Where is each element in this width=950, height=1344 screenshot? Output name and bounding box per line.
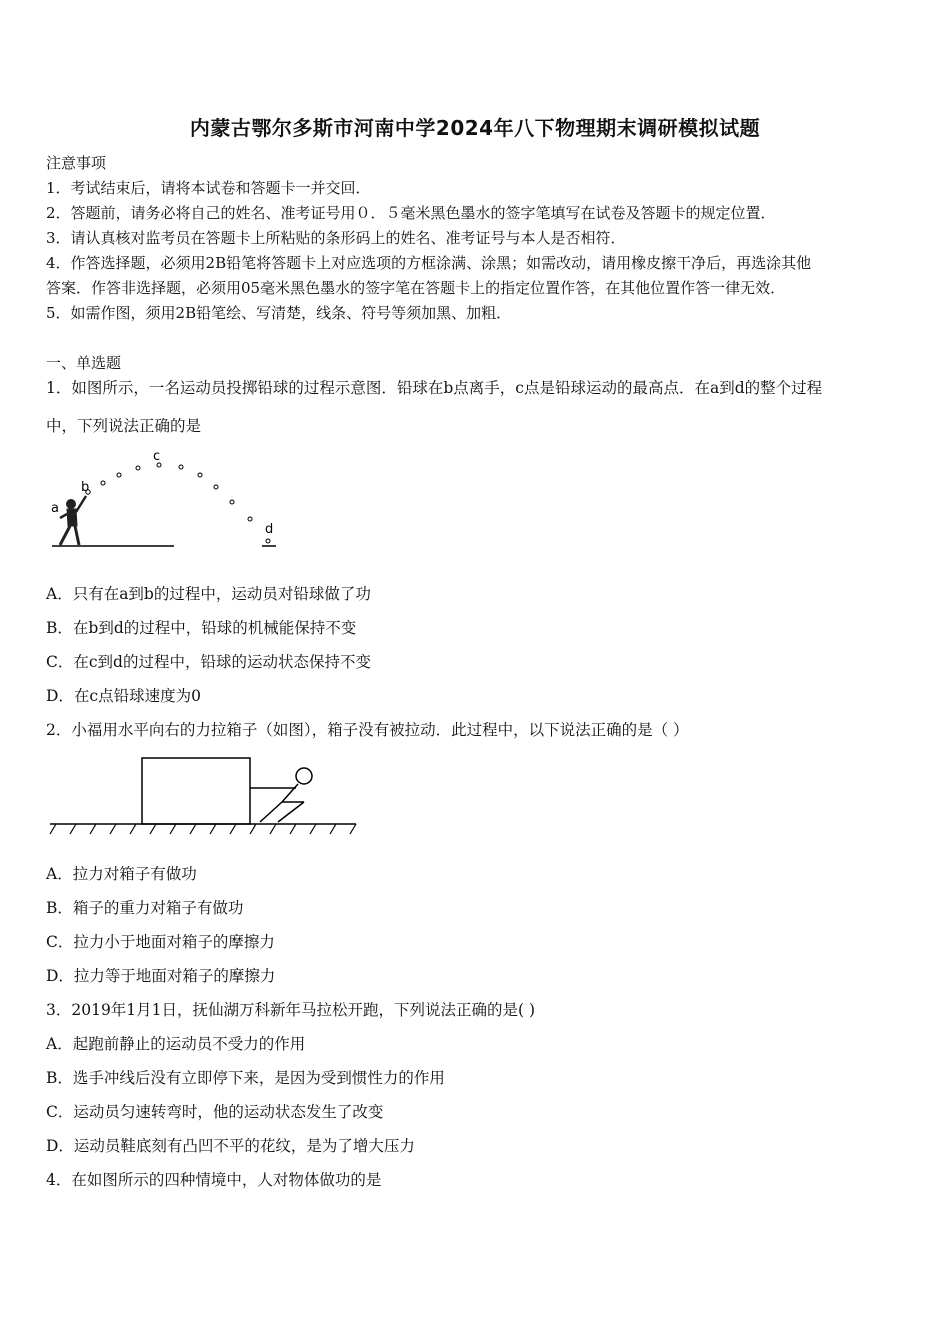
page-title: 内蒙古鄂尔多斯市河南中学2024年八下物理期末调研模拟试题 bbox=[189, 116, 761, 140]
notice-item: 5．如需作图，须用2B铅笔绘、写清楚，线条、符号等须加黑、加粗． bbox=[46, 304, 512, 322]
notice-heading: 注意事项 bbox=[46, 154, 107, 172]
notice-item: 4．作答选择题，必须用2B铅笔将答题卡上对应选项的方框涂满、涂黑；如需改动，请用橡皮擦干净后，再选涂其他 bbox=[46, 254, 812, 272]
option: A．起跑前静止的运动员不受力的作用 bbox=[46, 1035, 306, 1053]
question-1-stem: 1．如图所示，一名运动员投掷铅球的过程示意图．铅球在b点离手，c点是铅球运动的最高点．在a到d的整个过程 bbox=[46, 379, 823, 397]
option: C．拉力小于地面对箱子的摩擦力 bbox=[46, 933, 275, 951]
box bbox=[142, 758, 250, 824]
option: A．只有在a到b的过程中，运动员对铅球做了功 bbox=[46, 585, 371, 603]
athlete bbox=[60, 496, 86, 545]
notice-item: 1．考试结束后，请将本试卷和答题卡一并交回． bbox=[46, 179, 371, 197]
label-b: b bbox=[81, 480, 90, 495]
option: D．拉力等于地面对箱子的摩擦力 bbox=[46, 967, 276, 985]
question-3-stem: 3．2019年1月1日，抚仙湖万科新年马拉松开跑，下列说法正确的是( ) bbox=[46, 1001, 536, 1019]
notice-item: 2．答题前，请务必将自己的姓名、准考证号用０．５毫米黑色墨水的签字笔填写在试卷及答题卡的规定位置． bbox=[46, 204, 776, 222]
option: C．在c到d的过程中，铅球的运动状态保持不变 bbox=[46, 653, 371, 671]
option: B．选手冲线后没有立即停下来，是因为受到惯性力的作用 bbox=[46, 1069, 445, 1087]
box-pull-figure bbox=[46, 754, 366, 840]
question-2-stem: 2．小福用水平向右的力拉箱子（如图），箱子没有被拉动．此过程中，以下说法正确的是（ ） bbox=[46, 721, 689, 739]
notice-item: 答案．作答非选择题，必须用05毫米黑色墨水的签字笔在答题卡上的指定位置作答，在其他位置作答一律无效． bbox=[46, 279, 786, 297]
option: C．运动员匀速转弯时，他的运动状态发生了改变 bbox=[46, 1103, 384, 1121]
label-c: c bbox=[153, 449, 161, 464]
question-1-stem-cont: 中，下列说法正确的是 bbox=[46, 417, 202, 435]
trajectory bbox=[86, 463, 270, 543]
option: A．拉力对箱子有做功 bbox=[46, 865, 197, 883]
shot-put-figure bbox=[46, 446, 286, 554]
label-d: d bbox=[265, 522, 274, 537]
stick-person bbox=[250, 768, 312, 822]
ground-hatch bbox=[50, 824, 356, 834]
option: D．运动员鞋底刻有凸凹不平的花纹，是为了增大压力 bbox=[46, 1137, 415, 1155]
question-4-stem: 4．在如图所示的四种情境中，人对物体做功的是 bbox=[46, 1171, 382, 1189]
label-a: a bbox=[51, 501, 59, 516]
option: D．在c点铅球速度为0 bbox=[46, 687, 201, 705]
section-heading: 一、单选题 bbox=[46, 354, 122, 372]
notice-item: 3．请认真核对监考员在答题卡上所粘贴的条形码上的姓名、准考证号与本人是否相符． bbox=[46, 229, 626, 247]
option: B．在b到d的过程中，铅球的机械能保持不变 bbox=[46, 619, 357, 637]
option: B．箱子的重力对箱子有做功 bbox=[46, 899, 244, 917]
